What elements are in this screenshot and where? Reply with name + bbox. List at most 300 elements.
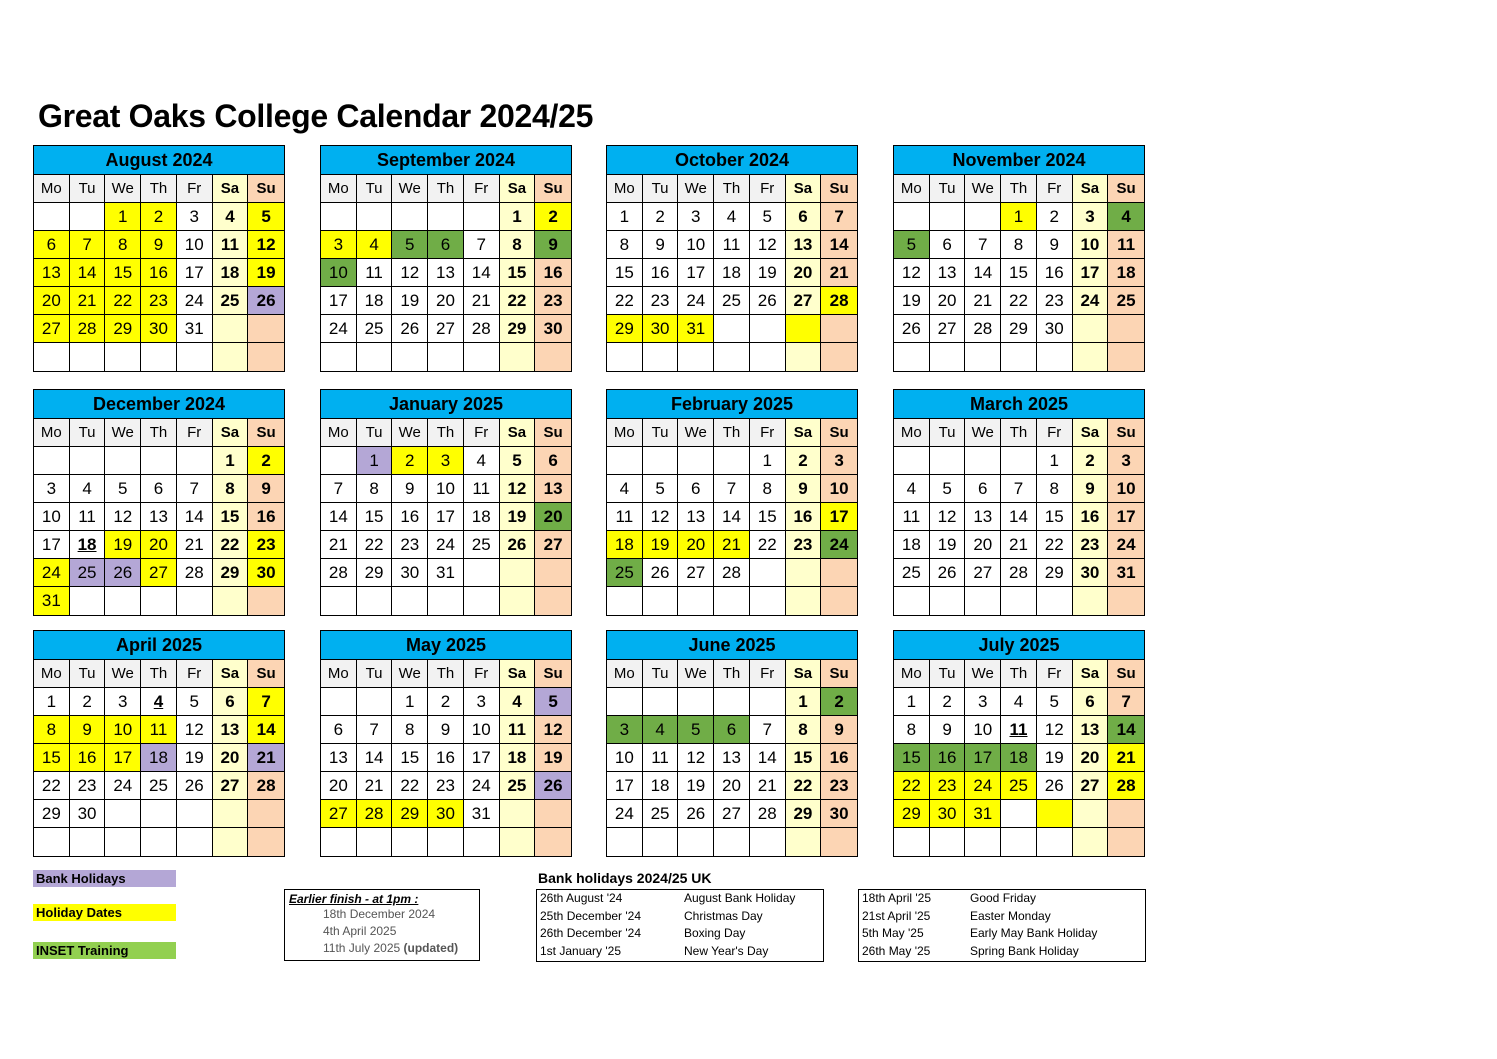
day-cell: 4 [70,475,106,503]
day-cell: 21 [177,531,213,559]
month-calendar [320,389,572,616]
day-cell: 29 [500,315,536,343]
day-cell: 28 [464,315,500,343]
day-cell: 11 [70,503,106,531]
bank-holiday-date: 26th August '24 [540,891,623,905]
empty-day-cell [141,343,177,371]
day-cell: 20 [213,744,249,772]
weekday-header: Mo [607,175,643,203]
day-cell: 7 [1108,688,1144,716]
day-cell: 9 [248,475,284,503]
bank-holiday-name: Christmas Day [684,908,763,923]
month-calendar [893,145,1145,372]
day-cell: 21 [70,287,106,315]
day-cell: 11 [357,259,393,287]
day-cell: 26 [643,559,679,587]
empty-day-cell [643,587,679,615]
day-cell: 10 [965,716,1001,744]
day-cell: 29 [392,800,428,828]
empty-day-cell [930,203,966,231]
empty-day-cell [786,559,822,587]
empty-day-cell [821,587,857,615]
empty-day-cell [714,315,750,343]
empty-day-cell [1001,343,1037,371]
day-cell: 26 [500,531,536,559]
day-cell: 17 [678,259,714,287]
day-cell: 1 [786,688,822,716]
day-cell: 24 [177,287,213,315]
day-cell: 30 [643,315,679,343]
empty-day-cell [678,587,714,615]
empty-day-cell [965,343,1001,371]
weekday-header: Fr [1037,175,1073,203]
weekday-header: Th [141,660,177,688]
empty-day-cell [321,587,357,615]
day-cell: 23 [70,772,106,800]
empty-day-cell [1108,828,1144,856]
day-cell: 31 [34,587,70,615]
bank-holiday-name: Good Friday [970,891,1037,905]
empty-day-cell [894,587,930,615]
weekday-header: Th [428,175,464,203]
day-cell: 17 [105,744,141,772]
day-cell: 11 [464,475,500,503]
bank-holiday-name: Boxing Day [684,926,746,940]
day-cell: 25 [500,772,536,800]
day-cell: 7 [70,231,106,259]
day-cell: 6 [34,231,70,259]
weekday-header: Tu [643,175,679,203]
day-cell: 31 [965,800,1001,828]
day-cell: 24 [1073,287,1109,315]
day-cell: 18 [70,531,106,559]
day-cell: 17 [321,287,357,315]
day-cell: 13 [321,744,357,772]
day-cell: 14 [750,744,786,772]
day-cell: 1 [105,203,141,231]
day-cell: 5 [930,475,966,503]
empty-day-cell [1073,587,1109,615]
bank-holiday-name: August Bank Holiday [684,891,796,905]
bank-holidays-title: Bank holidays 2024/25 UK [538,870,712,886]
day-cell: 10 [321,259,357,287]
day-cell: 20 [714,772,750,800]
weekday-header: Tu [70,175,106,203]
day-cell: 12 [643,503,679,531]
day-cell: 16 [535,259,571,287]
day-cell: 26 [678,800,714,828]
empty-day-cell [248,315,284,343]
day-cell: 23 [248,531,284,559]
day-cell: 31 [678,315,714,343]
month-calendar [320,630,572,857]
bank-holiday-row [537,908,823,926]
day-cell: 3 [177,203,213,231]
day-cell: 26 [1037,772,1073,800]
day-cell: 24 [321,315,357,343]
day-cell: 26 [894,315,930,343]
day-cell: 8 [500,231,536,259]
day-cell: 20 [428,287,464,315]
day-cell: 15 [894,744,930,772]
empty-day-cell [321,203,357,231]
day-cell: 5 [500,447,536,475]
weekday-header: Mo [607,419,643,447]
day-cell: 26 [750,287,786,315]
day-cell: 21 [464,287,500,315]
empty-day-cell [714,343,750,371]
day-cell: 22 [750,531,786,559]
day-cell: 10 [428,475,464,503]
weekday-header: Sa [500,419,536,447]
day-cell: 2 [1037,203,1073,231]
day-cell: 22 [213,531,249,559]
weekday-header: We [965,419,1001,447]
day-cell: 22 [500,287,536,315]
day-cell: 30 [535,315,571,343]
day-cell: 26 [105,559,141,587]
weekday-header: Tu [643,419,679,447]
day-cell: 22 [357,531,393,559]
empty-day-cell [70,203,106,231]
day-cell: 29 [894,800,930,828]
day-cell: 18 [1001,744,1037,772]
weekday-header: Tu [643,660,679,688]
weekday-header: We [678,175,714,203]
day-cell: 27 [786,287,822,315]
day-cell: 24 [34,559,70,587]
day-cell: 1 [1001,203,1037,231]
month-calendar [606,630,858,857]
day-cell: 3 [1073,203,1109,231]
weekday-header: Sa [213,175,249,203]
empty-day-cell [321,343,357,371]
day-cell: 28 [177,559,213,587]
day-cell: 12 [392,259,428,287]
day-cell: 12 [1037,716,1073,744]
day-cell: 11 [500,716,536,744]
day-cell: 7 [321,475,357,503]
empty-day-cell [392,828,428,856]
updated-note: (updated) [403,941,459,955]
day-cell: 18 [643,772,679,800]
day-cell: 16 [1037,259,1073,287]
day-cell: 18 [607,531,643,559]
day-cell: 28 [248,772,284,800]
empty-day-cell [786,828,822,856]
day-cell: 27 [428,315,464,343]
empty-day-cell [141,447,177,475]
day-cell: 17 [464,744,500,772]
bank-holiday-name: Spring Bank Holiday [970,943,1079,958]
weekday-header: Mo [34,660,70,688]
month-calendar [33,630,285,857]
empty-day-cell [1037,587,1073,615]
weekday-header: Su [821,660,857,688]
empty-day-cell [930,447,966,475]
empty-day-cell [714,688,750,716]
day-cell: 9 [70,716,106,744]
weekday-header: Su [248,175,284,203]
empty-day-cell [894,447,930,475]
weekday-header: We [105,175,141,203]
day-cell: 25 [357,315,393,343]
day-cell: 19 [750,259,786,287]
day-cell: 29 [213,559,249,587]
weekday-header: Th [428,419,464,447]
day-cell: 28 [714,559,750,587]
day-cell: 19 [500,503,536,531]
bank-holiday-row [537,943,823,961]
day-cell: 2 [535,203,571,231]
day-cell: 17 [177,259,213,287]
day-cell: 6 [141,475,177,503]
empty-day-cell [213,828,249,856]
day-cell: 13 [428,259,464,287]
weekday-header: We [965,660,1001,688]
day-cell: 25 [213,287,249,315]
empty-day-cell [965,587,1001,615]
day-cell: 10 [607,744,643,772]
day-cell: 28 [70,315,106,343]
day-cell: 2 [1073,447,1109,475]
legend-inset-training: INSET Training [33,942,176,959]
day-cell: 13 [678,503,714,531]
empty-day-cell [965,203,1001,231]
day-cell: 20 [34,287,70,315]
day-cell: 5 [643,475,679,503]
empty-day-cell [177,343,213,371]
day-cell: 5 [750,203,786,231]
empty-day-cell [70,587,106,615]
empty-day-cell [607,343,643,371]
day-cell: 15 [1001,259,1037,287]
day-cell: 21 [321,531,357,559]
empty-day-cell [678,828,714,856]
day-cell: 20 [678,531,714,559]
day-cell: 6 [930,231,966,259]
day-cell: 14 [714,503,750,531]
weekday-header: Sa [500,660,536,688]
empty-day-cell [786,587,822,615]
day-cell: 25 [607,559,643,587]
bank-holiday-date: 21st April '25 [862,908,931,923]
day-cell: 15 [786,744,822,772]
empty-day-cell [607,447,643,475]
empty-day-cell [464,828,500,856]
empty-day-cell [894,203,930,231]
day-cell: 14 [357,744,393,772]
day-cell: 12 [750,231,786,259]
day-cell: 5 [248,203,284,231]
day-cell: 29 [1037,559,1073,587]
day-cell: 16 [1073,503,1109,531]
day-cell: 2 [821,688,857,716]
weekday-header: Tu [930,175,966,203]
month-calendar [893,389,1145,616]
day-cell: 29 [105,315,141,343]
day-cell: 2 [392,447,428,475]
day-cell: 14 [1108,716,1144,744]
bank-holiday-date: 18th April '25 [862,891,932,905]
day-cell: 5 [105,475,141,503]
empty-day-cell [105,447,141,475]
early-finish-item: 4th April 2025 [323,924,397,938]
empty-day-cell [428,587,464,615]
weekday-header: Sa [1073,660,1109,688]
day-cell: 18 [357,287,393,315]
day-cell: 1 [894,688,930,716]
weekday-header: Tu [357,660,393,688]
month-calendar [606,389,858,616]
empty-day-cell [357,688,393,716]
day-cell: 9 [1073,475,1109,503]
day-cell: 27 [714,800,750,828]
day-cell: 8 [607,231,643,259]
empty-day-cell [607,587,643,615]
empty-day-cell [428,343,464,371]
bank-holiday-name: Easter Monday [970,908,1051,923]
empty-day-cell [607,828,643,856]
day-cell: 11 [1001,716,1037,744]
day-cell: 13 [141,503,177,531]
weekday-header: Su [248,660,284,688]
bank-holiday-row [537,925,823,943]
day-cell: 5 [678,716,714,744]
empty-day-cell [750,315,786,343]
day-cell: 11 [1108,231,1144,259]
day-cell: 30 [428,800,464,828]
day-cell: 16 [643,259,679,287]
month-title: June 2025 [607,631,857,660]
empty-day-cell [1037,343,1073,371]
weekday-header: Mo [607,660,643,688]
day-cell: 9 [141,231,177,259]
day-cell: 28 [1001,559,1037,587]
day-cell: 21 [248,744,284,772]
day-cell: 3 [965,688,1001,716]
day-cell: 25 [894,559,930,587]
day-cell: 19 [535,744,571,772]
day-cell: 30 [141,315,177,343]
weekday-header: Fr [750,660,786,688]
day-cell: 18 [464,503,500,531]
day-cell: 31 [428,559,464,587]
day-cell: 2 [70,688,106,716]
weekday-header: Fr [177,660,213,688]
day-cell: 29 [357,559,393,587]
day-cell: 29 [34,800,70,828]
day-cell: 19 [678,772,714,800]
empty-day-cell [786,343,822,371]
early-finish-item [285,940,479,957]
empty-day-cell [105,587,141,615]
weekday-header: Tu [70,419,106,447]
empty-day-cell [1001,828,1037,856]
empty-day-cell [500,343,536,371]
empty-day-cell [141,587,177,615]
empty-day-cell [1001,587,1037,615]
day-cell: 7 [248,688,284,716]
day-cell: 24 [105,772,141,800]
day-cell: 20 [965,531,1001,559]
day-cell: 2 [643,203,679,231]
empty-day-cell [428,828,464,856]
day-cell: 15 [34,744,70,772]
day-cell: 22 [34,772,70,800]
day-cell: 24 [428,531,464,559]
day-cell: 30 [930,800,966,828]
weekday-header: Th [1001,419,1037,447]
weekday-header: Sa [500,175,536,203]
weekday-header: Sa [1073,419,1109,447]
weekday-header: Sa [786,660,822,688]
empty-day-cell [141,828,177,856]
empty-day-cell [177,447,213,475]
weekday-header: Sa [786,175,822,203]
weekday-header: Mo [34,419,70,447]
empty-day-cell [750,343,786,371]
day-cell: 11 [213,231,249,259]
day-cell: 16 [248,503,284,531]
day-cell: 1 [34,688,70,716]
day-cell: 27 [965,559,1001,587]
weekday-header: Sa [213,660,249,688]
empty-day-cell [535,828,571,856]
day-cell: 1 [1037,447,1073,475]
day-cell: 29 [1001,315,1037,343]
day-cell: 28 [1108,772,1144,800]
empty-day-cell [34,343,70,371]
day-cell: 15 [750,503,786,531]
day-cell: 29 [607,315,643,343]
empty-day-cell [750,828,786,856]
day-cell: 12 [535,716,571,744]
day-cell: 8 [1001,231,1037,259]
day-cell: 12 [678,744,714,772]
bank-holiday-row [537,890,823,908]
day-cell: 25 [714,287,750,315]
empty-day-cell [500,800,536,828]
day-cell: 8 [392,716,428,744]
weekday-header: Su [1108,175,1144,203]
bank-holidays-table-right [858,889,1146,962]
day-cell: 17 [34,531,70,559]
day-cell: 11 [141,716,177,744]
weekday-header: Mo [894,175,930,203]
empty-day-cell [930,343,966,371]
day-cell: 11 [894,503,930,531]
day-cell: 27 [321,800,357,828]
day-cell: 24 [607,800,643,828]
weekday-header: Fr [750,175,786,203]
day-cell: 7 [965,231,1001,259]
weekday-header: Th [141,419,177,447]
month-calendar [893,630,1145,857]
empty-day-cell [678,343,714,371]
empty-day-cell [34,447,70,475]
weekday-header: Mo [321,660,357,688]
weekday-header: We [965,175,1001,203]
day-cell: 13 [930,259,966,287]
weekday-header: Th [714,419,750,447]
weekday-header: Tu [357,419,393,447]
empty-day-cell [213,315,249,343]
weekday-header: Mo [34,175,70,203]
day-cell: 19 [177,744,213,772]
day-cell: 27 [34,315,70,343]
empty-day-cell [678,447,714,475]
